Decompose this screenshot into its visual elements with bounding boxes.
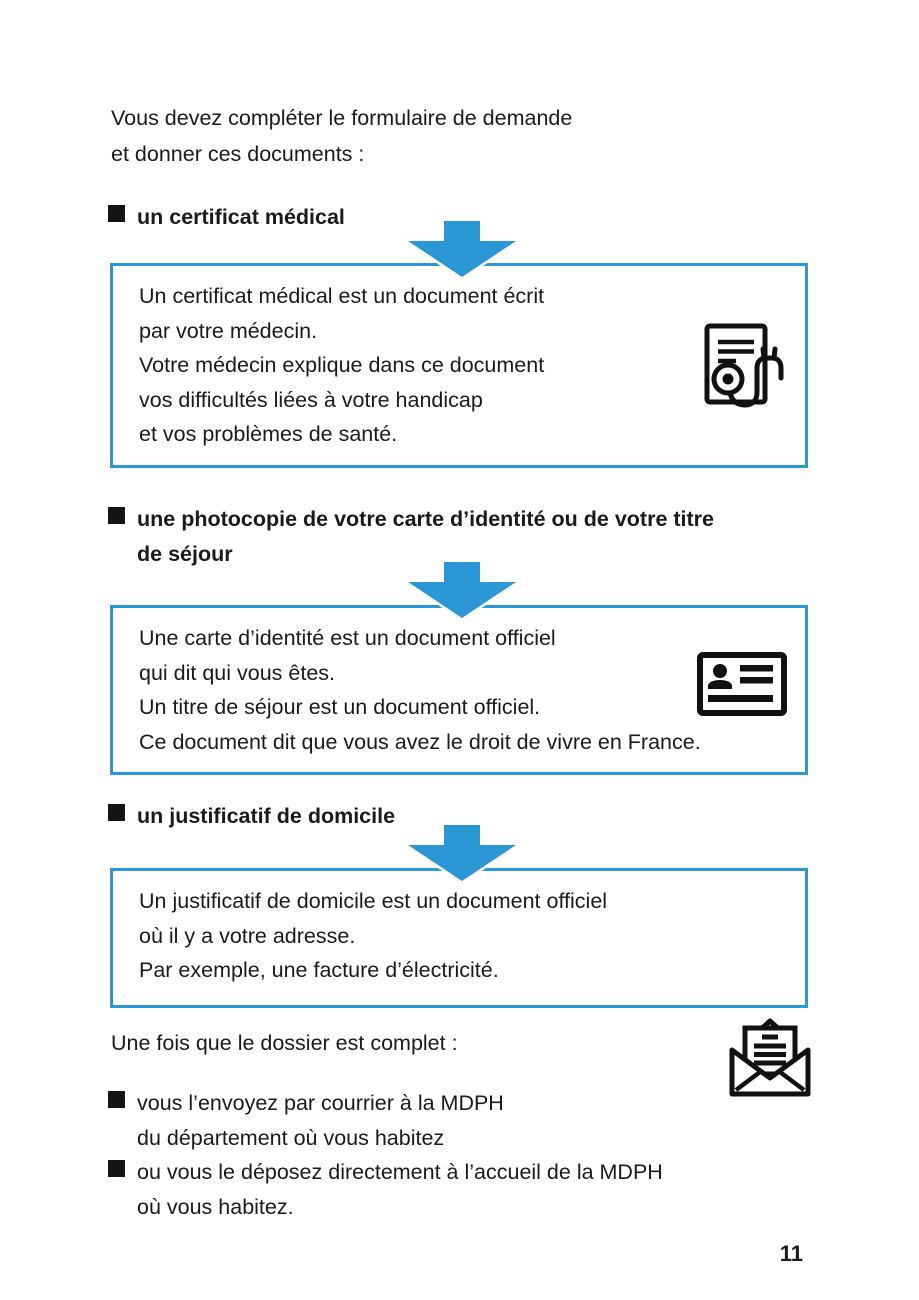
box-text-line: qui dit qui vous êtes. [139,660,336,685]
bullet-square-icon [108,804,125,821]
bullet-text: vous l’envoyez par courrier à la MDPH [137,1091,504,1115]
envelope-icon [728,1016,812,1098]
heading-line: un certificat médical [137,205,345,229]
bullet-text-continuation: où vous habitez. [137,1194,294,1219]
heading-justificatif-domicile [108,799,395,834]
box-text-line: par votre médecin. [139,318,318,343]
intro-paragraph [111,100,572,172]
bullet-square-icon [108,1160,125,1177]
down-arrow-icon [404,825,520,881]
info-box-justificatif-domicile [110,868,808,1008]
box-text-line: Un titre de séjour est un document officiel. [139,695,541,719]
box-text-line: Votre médecin explique dans ce document [139,353,545,377]
box-text-line: Un certificat médical est un document écrit [139,284,545,308]
box-text-line: vos difficultés liées à votre handicap [139,387,483,412]
box-text-line: Ce document dit que vous avez le droit de vivre en France. [139,729,701,754]
info-box-certificat-medical [110,263,808,468]
id-card-icon [697,652,787,716]
box-text-line: où il y a votre adresse. [139,923,356,948]
down-arrow-icon [404,562,520,618]
bullet-square-icon [108,1091,125,1108]
list-item [108,1086,663,1121]
bullet-text: ou vous le déposez directement à l’accueil de la MDPH [137,1160,663,1184]
heading-certificat-medical [108,200,345,235]
page-number: 11 [779,1241,803,1266]
heading-line: un justificatif de domicile [137,804,396,828]
info-box-carte-identite [110,605,808,775]
outro-title: Une fois que le dossier est complet : [111,1031,458,1055]
bullet-square-icon [108,507,125,524]
box-text [113,871,805,988]
heading-line: une photocopie de votre carte d’identité ou de votre titre [137,507,714,531]
bullet-text-continuation: du département où vous habitez [137,1125,445,1150]
box-text-line: Une carte d’identité est un document officiel [139,626,556,650]
box-text-line: et vos problèmes de santé. [139,422,398,446]
box-text-line: Un justificatif de domicile est un document officiel [139,889,608,913]
bullet-square-icon [108,205,125,222]
down-arrow-icon [404,221,520,277]
outro-bullet-list [108,1086,663,1224]
box-text-line: Par exemple, une facture d’électricité. [139,958,499,982]
intro-line: et donner ces documents : [111,142,365,166]
heading-line: de séjour [137,542,233,566]
medical-certificate-icon [699,322,791,412]
list-item [108,1155,663,1190]
intro-line: Vous devez compléter le formulaire de demande [111,106,573,130]
